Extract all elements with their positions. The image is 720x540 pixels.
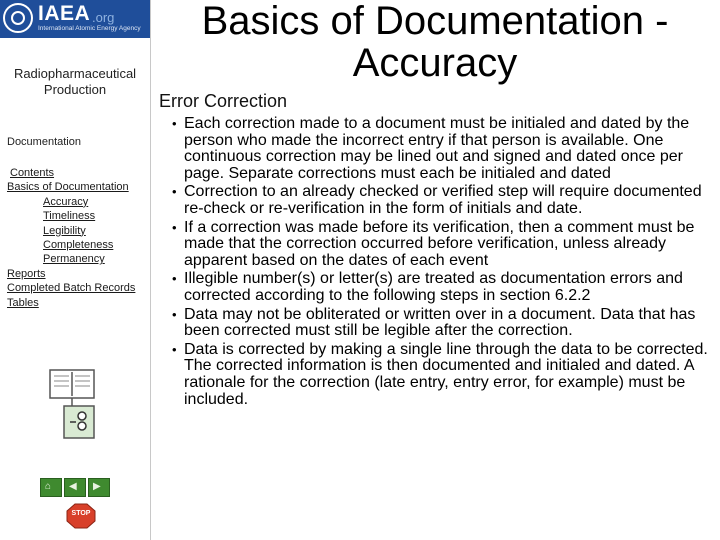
nav-link-basics[interactable]: Basics of Documentation (7, 181, 129, 194)
bullet-dot-icon: • (172, 306, 177, 322)
bullet-item (150, 307, 710, 340)
bullet-dot-icon: • (172, 184, 177, 200)
forward-icon: ▶ (93, 481, 101, 492)
nav-link-batch-records[interactable]: Completed Batch Records (7, 282, 136, 295)
home-icon: ⌂ (45, 481, 52, 492)
iaea-logo (0, 0, 150, 38)
nav-link-permanency[interactable]: Permanency (43, 253, 105, 266)
stop-button[interactable] (66, 503, 96, 529)
bullet-text: Data is corrected by making a single line through the data to be corrected. The corrected information is then documented and initialed and dated. A rationale for the correction (late entry, entry error, for example) must be included. (184, 340, 708, 408)
bullet-text: If a correction was made before its verification, then a comment must be made that the correction occurred before verification, unless already apparent based on the dates of each event (184, 218, 695, 269)
bullet-text: Correction to an already checked or verified step will require documented re-check or re-verification in the form of initials and date. (184, 183, 702, 217)
section-heading: Documentation (7, 136, 81, 148)
nav-link-completeness[interactable]: Completeness (43, 239, 114, 252)
bullet-dot-icon: • (172, 271, 177, 287)
sidebar (0, 0, 151, 540)
atom-logo-icon (3, 3, 33, 33)
bullet-item (150, 184, 710, 217)
nav-link-timeliness[interactable]: Timeliness (43, 210, 96, 223)
nav-link-reports[interactable]: Reports (7, 267, 46, 280)
back-icon: ◀ (69, 481, 77, 492)
bullet-text: Data may not be obliterated or written over in a document. Data that has been corrected must still be legible after the correction. (184, 305, 696, 340)
bullet-item (150, 220, 710, 270)
sidebar-nav (0, 166, 150, 310)
bullet-item (150, 342, 710, 408)
forward-button[interactable] (88, 478, 110, 497)
bullet-text: Each correction made to a document must be initialed and dated by the person who made the incorrect entry if that person is available. One continuous correction may be lined out and signed and dated once per page. Separate corrections must each be initialed and dated (184, 115, 690, 182)
slide-subtitle: Error Correction (159, 91, 288, 111)
logo-org: .org (92, 10, 115, 25)
stop-label: STOP (71, 510, 91, 517)
bullet-item (150, 116, 710, 182)
bullet-dot-icon: • (172, 341, 177, 357)
production-label: Radiopharmaceutical Production (13, 66, 137, 97)
nav-link-accuracy[interactable]: Accuracy (43, 195, 89, 208)
nav-link-legibility[interactable]: Legibility (43, 224, 86, 237)
bullet-text: Illegible number(s) or letter(s) are treated as documentation errors and corrected according to the following steps in section 6.2.2 (184, 270, 683, 304)
back-button[interactable] (64, 478, 86, 497)
bullet-item (150, 271, 710, 304)
nav-link-contents[interactable]: Contents (10, 167, 55, 179)
home-button[interactable] (40, 478, 62, 497)
nav-link-tables[interactable]: Tables (7, 296, 39, 309)
book-icon (44, 362, 100, 442)
slide-title: Basics of Documentation - Accuracy (201, 0, 669, 85)
logo-subtitle: International Atomic Energy Agency (38, 25, 141, 32)
bullet-dot-icon: • (172, 219, 177, 235)
bullet-dot-icon: • (172, 116, 177, 131)
bullet-list (150, 116, 710, 408)
logo-name: IAEA (38, 2, 91, 25)
